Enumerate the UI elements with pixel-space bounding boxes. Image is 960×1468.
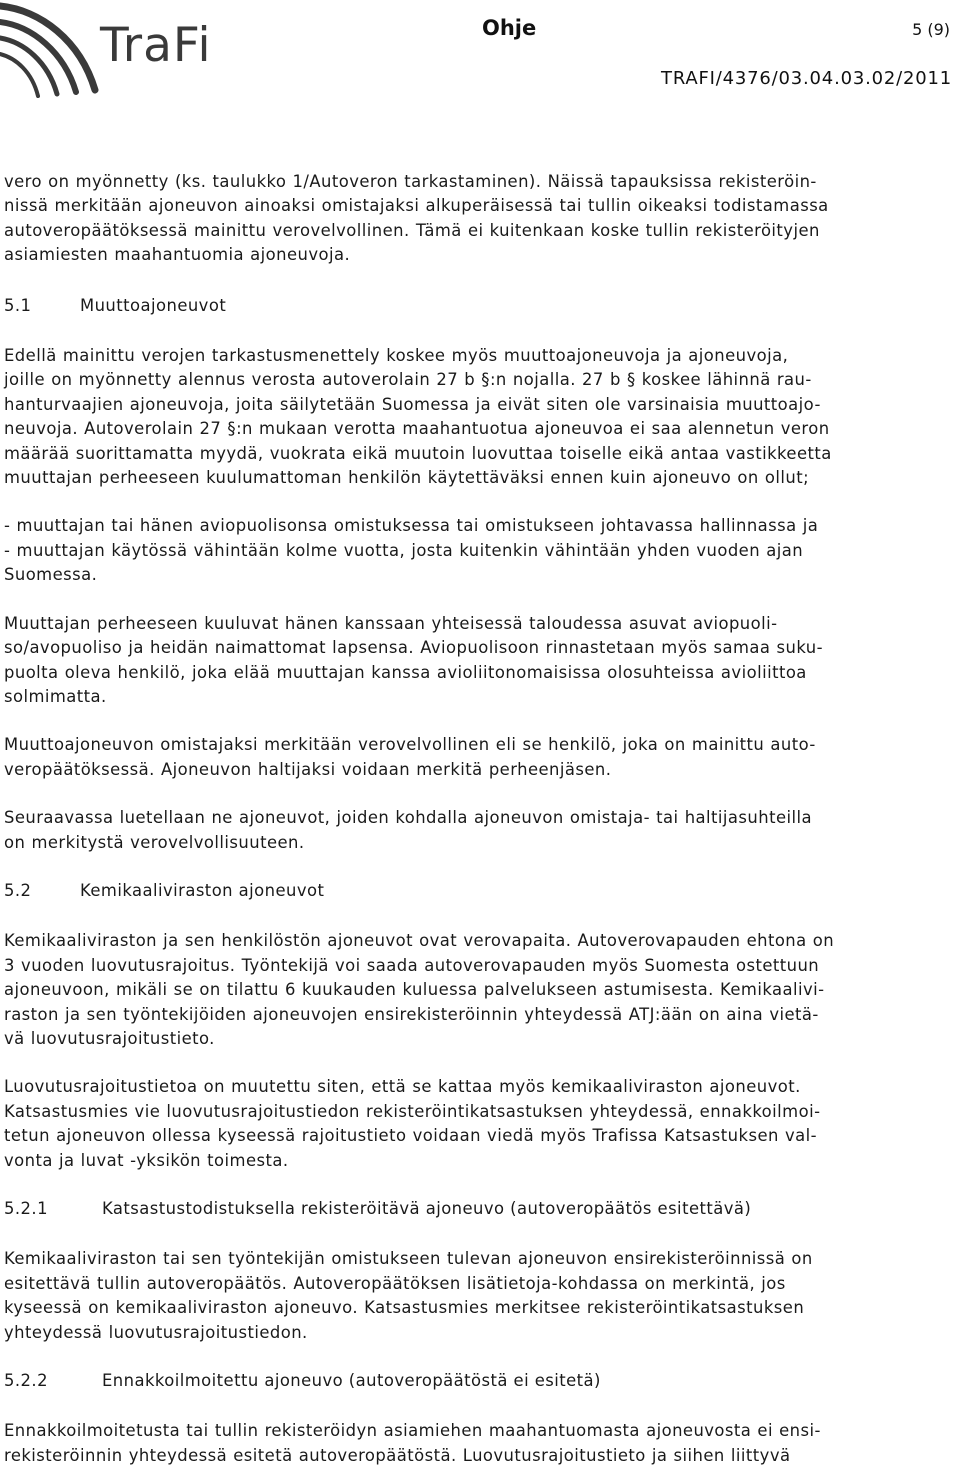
paragraph-pre-notified-vehicle: Ennakkoilmoitetusta tai tullin rekisteröidyn asiamiehen maahantuomasta ajoneuvosta ei ensi- rekisteröinnin yhteydessä esitetä autoveropäätöstä. Luovutusrajoitustieto ja siihen liittyvä: [4, 1421, 821, 1465]
paragraph-transfer-restriction: Luovutusrajoitustietoa on muutettu siten, että se kattaa myös kemikaaliviraston ajoneuvot. Katsastusmies vie luovutusrajoitustiedon rekisteröintikatsastuksen yhteydessä, ennakkoilmoi- tetun ajoneuvon ollessa kyseessä rajoitustieto voidaan viedä myös Trafissa Katsastuksen val- vonta ja luvat -yksikön toimesta.: [4, 1077, 821, 1170]
paragraph-inspection-certificate: Kemikaaliviraston tai sen työntekijän omistukseen tulevan ajoneuvon ensirekisteröinnissä on esitettävä tullin autoveropäätös. Autoveropäätöksen lisätietoja-kohdassa on merkintä, jos kyseessä on kemikaaliviraston ajoneuvo. Katsastusmies merkitsee rekisteröintikatsastuksen yhteydessä luovutusrajoitustiedon.: [4, 1249, 813, 1342]
paragraph-listing-intro: Seuraavassa luetellaan ne ajoneuvot, joiden kohdalla ajoneuvon omistaja- tai haltijasuhteilla on merkitystä verovelvollisuuteen.: [4, 808, 812, 852]
paragraph-intro: vero on myönnetty (ks. taulukko 1/Autoveron tarkastaminen). Näissä tapauksissa rekisteröin- nissä merkitään ajoneuvon ainoaksi omistajaksi alkuperäisessä tai tullin oikeaksi todistamassa autoveropäätöksessä mainittu verovelvollinen. Tämä ei kuitenkaan koske tullin rekisteröityjen asiamiesten maahantuomia ajoneuvoja.: [4, 172, 829, 265]
section-title: Kemikaaliviraston ajoneuvot: [80, 880, 325, 900]
section-number: 5.2: [4, 880, 32, 900]
paragraph-relocation-vehicles: Edellä mainittu verojen tarkastusmenettely koskee myös muuttoajoneuvoja ja ajoneuvoja, joille on myönnetty alennus verosta autoverolain 27 b §:n nojalla. 27 b § koskee lähinnä rau- hanturvaajien ajoneuvoja, joita säilytetään Suomessa ja eivät siten ole varsinaisia muuttoajo- neuvoja. Autoverolain 27 §:n mukaan verotta maahantuotua ajoneuvoa ei saa alennetun veron määrää suorittamatta myydä, vuokrata eikä muutoin luovuttaa toiselle eikä antaa vastikkeetta muuttajan perheeseen kuulumattoman henkilön käytettäväksi ennen kuin ajoneuvo on ollut;: [4, 346, 832, 488]
document-type: Ohje: [482, 16, 537, 40]
section-heading-5-2-1: [4, 1197, 956, 1221]
section-heading-5-1: [4, 294, 956, 318]
document-reference: TRAFI/4376/03.04.03.02/2011: [661, 68, 952, 89]
paragraph-chemical-agency: Kemikaaliviraston ja sen henkilöstön ajoneuvot ovat verovapaita. Autoverovapauden ehtona on 3 vuoden luovutusrajoitus. Työntekijä voi saada autoverovapauden myös Suomesta ostettuun ajoneuvoon, mikäli se on tilattu 6 kuukauden kuluessa palvelukseen astumisesta. Kemikaalivi- raston ja sen työntekijöiden ajoneuvojen ensirekisteröinnin yhteydessä ATJ:ään on aina vietä- vä luovutusrajoitustieto.: [4, 931, 835, 1048]
section-heading-5-2: [4, 879, 956, 903]
section-number: 5.2.2: [4, 1371, 48, 1391]
paragraph-owner-registration: Muuttoajoneuvon omistajaksi merkitään verovelvollinen eli se henkilö, joka on mainittu auto- veropäätöksessä. Ajoneuvon haltijaksi voidaan merkitä perheenjäsen.: [4, 735, 816, 779]
logo-wordmark: TraFi: [100, 18, 212, 73]
section-number: 5.2.1: [4, 1199, 48, 1218]
section-heading-5-2-2: [4, 1369, 956, 1393]
section-title: Katsastustodistuksella rekisteröitävä ajoneuvo (autoveropäätös esitettävä): [102, 1199, 752, 1218]
page-number: 5 (9): [912, 20, 950, 39]
page-header: [0, 0, 960, 110]
section-title: Ennakkoilmoitettu ajoneuvo (autoveropäätöstä ei esitetä): [102, 1371, 601, 1391]
section-title: Muuttoajoneuvot: [80, 295, 227, 315]
section-number: 5.1: [4, 295, 32, 315]
trafi-logo: [0, 0, 240, 100]
document-body: [4, 170, 956, 1468]
paragraph-conditions-list: - muuttajan tai hänen aviopuolisonsa omistuksessa tai omistukseen johtavassa hallinnassa ja - muuttajan käytössä vähintään kolme vuotta, josta kuitenkin vähintään yhden vuoden ajan Suomessa.: [4, 516, 819, 585]
paragraph-family-definition: Muuttajan perheeseen kuuluvat hänen kanssaan yhteisessä taloudessa asuvat aviopuoli- so/avopuoliso ja heidän naimattomat lapsensa. Aviopuolisoon rinnastetaan myös samaa suku- puolta oleva henkilö, joka elää muuttajan kanssa avioliitonomaisissa olosuhteissa avioliittoa solmimatta.: [4, 613, 823, 706]
